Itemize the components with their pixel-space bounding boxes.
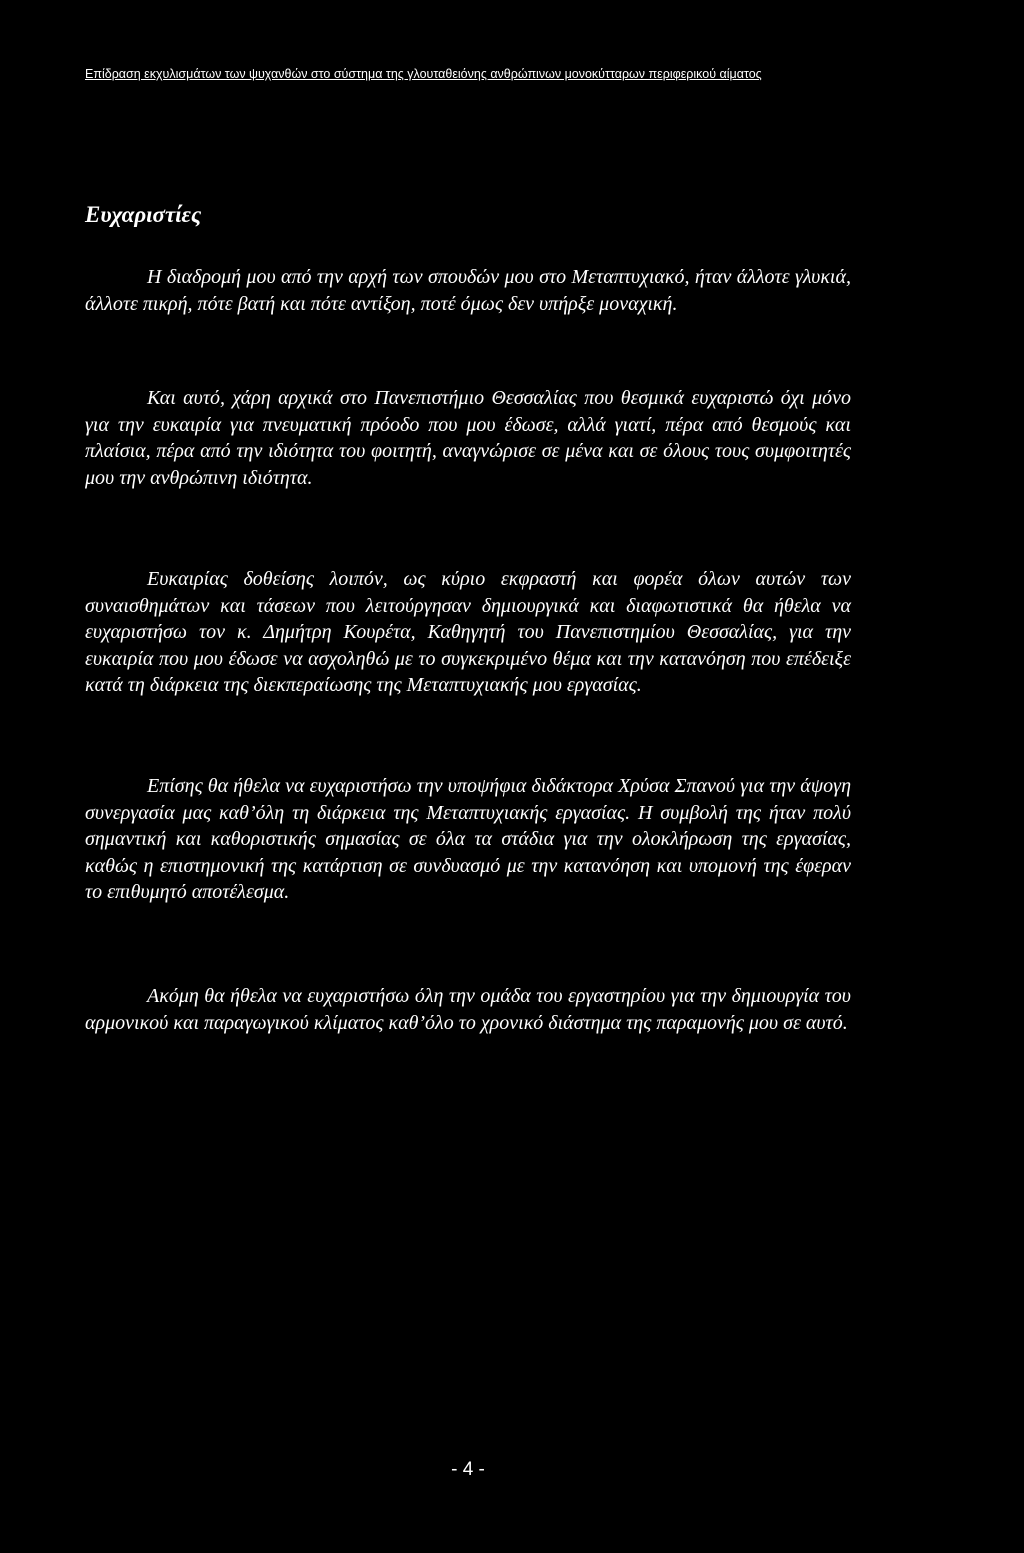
page-number: - 4 - — [451, 1459, 485, 1480]
paragraph-4: Επίσης θα ήθελα να ευχαριστήσω την υποψήφια διδάκτορα Χρύσα Σπανού για την άψογη συνεργασία μας καθ’όλη τη διάρκεια της Μεταπτυχιακής εργασίας. Η συμβολή της ήταν πολύ σημαντική και καθοριστικής σημασίας σε όλα τα στάδια για την ολοκλήρωση της εργασίας, καθώς η επιστημονική της κατάρτιση σε συνδυασμό με την κατανόηση και υπομονή της έφεραν το επιθυμητό αποτέλεσμα. — [85, 775, 851, 903]
section-title: Ευχαριστίες — [85, 202, 202, 227]
paragraph-2: Και αυτό, χάρη αρχικά στο Πανεπιστήμιο Θεσσαλίας που θεσμικά ευχαριστώ όχι μόνο για την ευκαιρία για πνευματική πρόοδο που μου έδωσε, αλλά γιατί, πέρα από θεσμούς και πλαίσια, πέρα από την ιδιότητα του φοιτητή, αναγνώρισε σε μένα και σε όλους τους συμφοιτητές μου την ανθρώπινη ιδιότητα. — [85, 387, 851, 489]
paragraph-5: Ακόμη θα ήθελα να ευχαριστήσω όλη την ομάδα του εργαστηρίου για την δημιουργία του αρμονικού και παραγωγικού κλίματος καθ’όλο το χρονικό διάστημα της παραμονής μου σε αυτό. — [85, 985, 851, 1034]
paragraph-3: Ευκαιρίας δοθείσης λοιπόν, ως κύριο εκφραστή και φορέα όλων αυτών των συναισθημάτων και τάσεων που λειτούργησαν δημιουργικά και διαφωτιστικά θα ήθελα να ευχαριστήσω τον κ. Δημήτρη Κουρέτα, Καθηγητή του Πανεπιστημίου Θεσσαλίας, για την ευκαιρία που μου έδωσε να ασχοληθώ με το συγκεκριμένο θέμα και την κατανόηση που επέδειξε κατά τη διάρκεια της διεκπεραίωσης της Μεταπτυχιακής μου εργασίας. — [85, 568, 851, 696]
running-header: Επίδραση εκχυλισμάτων των ψυχανθών στο σύστημα της γλουταθειόνης ανθρώπινων μονοκύτταρων περιφερικού αίματος — [85, 67, 762, 81]
paragraph-1: Η διαδρομή μου από την αρχή των σπουδών μου στο Μεταπτυχιακό, ήταν άλλοτε γλυκιά, άλλοτε πικρή, πότε βατή και πότε αντίξοη, ποτέ όμως δεν υπήρξε μοναχική. — [85, 266, 851, 315]
